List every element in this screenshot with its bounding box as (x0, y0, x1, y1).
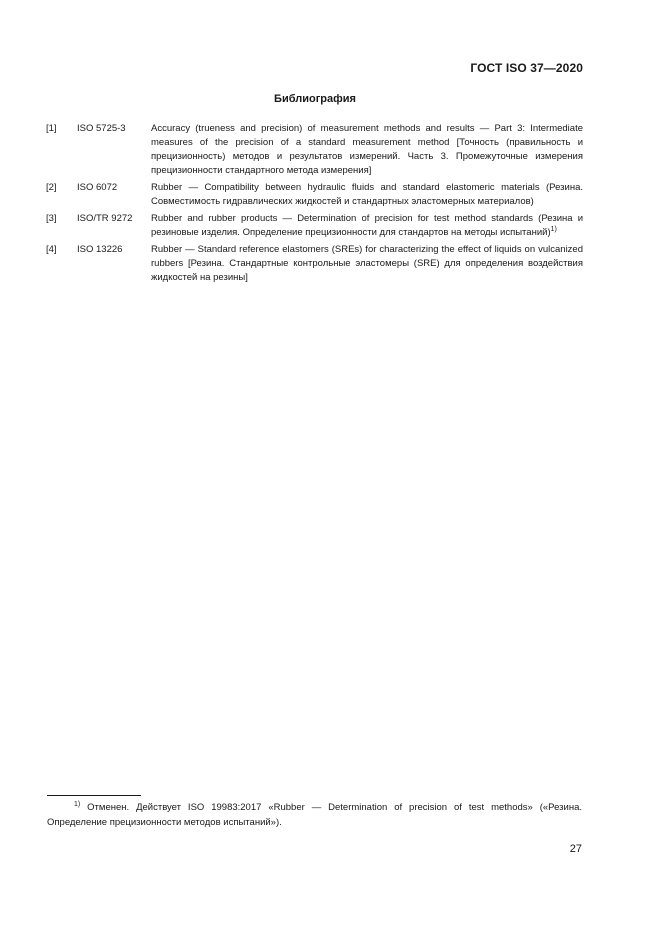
document-code-header: ГОСТ ISO 37—2020 (470, 61, 583, 75)
bibliography-entry (46, 181, 583, 209)
page-number: 27 (569, 843, 582, 855)
entry-description-text: Accuracy (trueness and precision) of measurement methods and results — Part 3: Intermediate measures of the precision of a standard measurement method [Точность (правильность и прецизионность) методов и результатов измерений. Часть 3. Промежуточные измерения прецизионности стандартного метода измерения] (151, 123, 583, 176)
bibliography-entry (46, 212, 583, 240)
entry-standard-code: ISO 6072 (77, 182, 118, 193)
entry-description (151, 243, 583, 285)
entry-standard-code: ISO/TR 9272 (77, 213, 133, 224)
entry-description (151, 122, 583, 178)
entry-standard-code: ISO 5725-3 (77, 123, 126, 134)
entry-description-text: Rubber — Standard reference elastomers (SREs) for characterizing the effect of liquids on vulcanized rubbers [Резина. Стандартные контрольные эластомеры (SRE) для определения воздействия жидкостей на резины] (151, 244, 583, 283)
footnote-separator (47, 795, 141, 796)
bibliography-title: Библиография (274, 93, 356, 105)
entry-number: [2] (46, 182, 57, 193)
entry-number: [1] (46, 123, 57, 134)
entry-description (151, 212, 583, 240)
entry-description-text: Rubber — Compatibility between hydraulic fluids and standard elastomeric materials (Резина. Совместимость гидравлических жидкостей и стандартных эластомерных материалов) (151, 182, 583, 207)
bibliography-list (46, 122, 583, 288)
footnote (47, 800, 582, 830)
entry-standard-code: ISO 13226 (77, 244, 123, 255)
footnote-reference-mark: 1) (550, 225, 557, 233)
entry-description-text: Rubber and rubber products — Determination of precision for test method standards (Резина и резиновые изделия. Определение прецизионности для стандартов на методы испытаний) (151, 213, 583, 238)
entry-number: [4] (46, 244, 57, 255)
entry-number: [3] (46, 213, 57, 224)
bibliography-entry (46, 243, 583, 285)
footnote-text: Отменен. Действует ISO 19983:2017 «Rubber — Determination of precision of test methods» («Резина. Определение прецизионности методов испытаний»). (47, 802, 583, 828)
bibliography-entry (46, 122, 583, 178)
entry-description (151, 181, 583, 209)
footnote-mark: 1) (74, 800, 81, 808)
